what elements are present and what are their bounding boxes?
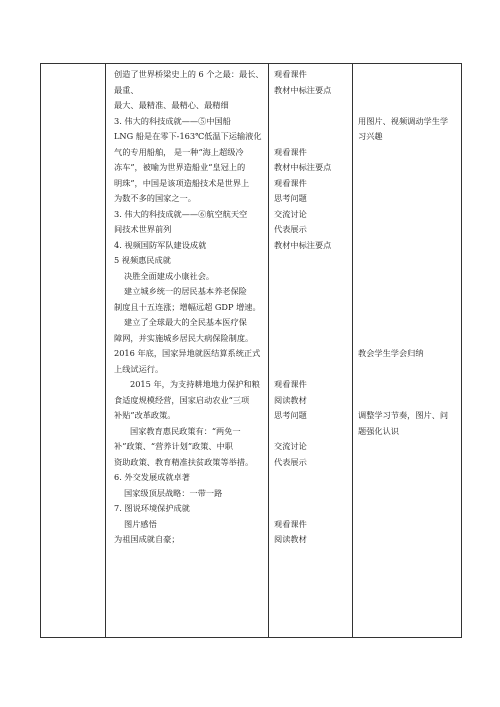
activity-line: 教材中标注要点	[274, 162, 332, 172]
intent-line	[358, 377, 461, 393]
activity-line	[274, 129, 354, 145]
content-line: 明珠”，中国是该项造船技术是世界上	[114, 177, 250, 188]
intent-line	[358, 222, 461, 238]
intent-line	[358, 253, 461, 269]
activity-line: 阅读教材	[274, 394, 307, 405]
activity-line	[274, 486, 354, 502]
content-line: 资助政策、教育精准扶贫政策等举措。	[114, 456, 254, 467]
content-line: 补贴”改革政策。	[114, 410, 176, 420]
content-line: 为数不多的国家之一。	[114, 193, 196, 203]
intent-line	[358, 160, 461, 176]
lesson-plan-table	[40, 63, 462, 638]
content-line: 国家教育惠民政策有：“两免一	[130, 425, 241, 436]
activity-line	[274, 269, 354, 285]
content-line: 创造了世界桥梁史上的 6 个之最：最长、	[114, 69, 264, 79]
content-line: 最大、最精准、最精心、最精细	[114, 100, 229, 110]
design-intent-column	[358, 67, 461, 439]
activity-line: 思考问题	[274, 410, 307, 420]
content-line: 3. 伟大的科技成就——⑤中国船	[114, 115, 231, 126]
activity-line: 观看课件	[274, 146, 307, 157]
content-line: 2016 年底，国家异地就医结算系统正式	[114, 348, 261, 358]
content-line: 食适度规模经营，国家启动农业“三项	[114, 394, 250, 405]
content-line: 4. 视频国防军队建设成就	[114, 239, 207, 250]
content-line: 6. 外交发展成就卓著	[114, 472, 190, 482]
activity-line: 观看课件	[274, 69, 307, 79]
activity-line: 教材中标注要点	[274, 84, 332, 95]
activity-line: 教材中标注要点	[274, 239, 332, 250]
column-divider	[268, 64, 269, 637]
intent-line	[358, 207, 461, 223]
intent-line: 用图片、视频调动学生学	[358, 115, 449, 126]
content-line: 补”政策、“营养计划”政策、中职	[114, 441, 233, 451]
intent-line	[358, 393, 461, 409]
content-line: 3. 伟大的科技成就——⑥航空航天空	[114, 208, 248, 219]
content-line: 图片感悟	[124, 518, 157, 529]
activity-line	[274, 362, 354, 378]
activity-line: 思考问题	[274, 193, 307, 203]
intent-line: 调整学习节奏，图片、问	[358, 410, 449, 420]
intent-line	[358, 67, 461, 83]
intent-line: 习兴趣	[358, 131, 383, 141]
intent-line	[358, 284, 461, 300]
activity-line	[274, 470, 354, 486]
intent-line	[358, 191, 461, 207]
activity-line: 观看课件	[274, 177, 307, 188]
content-line: LNG 船是在零下-163℃低温下运输液化	[114, 131, 262, 141]
intent-line	[358, 331, 461, 347]
teaching-content-column	[114, 67, 264, 548]
activity-line	[274, 501, 354, 517]
intent-line	[358, 300, 461, 316]
content-line: 冻车”，被喻为世界造船业“皇冠上的	[114, 162, 246, 172]
activity-line	[274, 315, 354, 331]
content-line: 最重、	[114, 84, 139, 95]
intent-line	[358, 238, 461, 254]
content-line: 为祖国成就自豪；	[114, 534, 180, 544]
content-line: 决胜全面建成小康社会。	[124, 270, 215, 281]
activity-line: 观看课件	[274, 379, 307, 389]
activity-line	[274, 284, 354, 300]
intent-line: 题强化认识	[358, 425, 399, 436]
activity-line: 代表展示	[274, 456, 307, 467]
activity-line	[274, 114, 354, 130]
content-line: 建立城乡统一的居民基本养老保险	[124, 286, 247, 296]
activity-line: 交流讨论	[274, 441, 307, 451]
intent-line	[358, 176, 461, 192]
content-line: 间技术世界前列	[114, 224, 172, 234]
student-activity-column	[274, 67, 354, 548]
content-line: 5 视频惠民成就	[114, 255, 171, 265]
content-line: 7. 图说环境保护成就	[114, 503, 190, 513]
activity-line: 阅读教材	[274, 534, 307, 544]
activity-line: 代表展示	[274, 224, 307, 234]
content-line: 2015 年，为支持耕地地力保护和粮	[130, 379, 260, 389]
activity-line	[274, 346, 354, 362]
content-line: 制度且十五连涨；增幅远超 GDP 增速。	[114, 301, 261, 312]
activity-line	[274, 300, 354, 316]
content-line: 建立了全球最大的全民基本医疗保	[124, 317, 247, 327]
intent-line	[358, 145, 461, 161]
activity-line	[274, 98, 354, 114]
column-divider	[105, 64, 106, 637]
content-line: 国家级顶层战略：一带一路	[124, 487, 223, 498]
content-line: 上线试运行。	[114, 363, 164, 374]
content-line: 障网，并实施城乡居民大病保险制度。	[114, 332, 254, 343]
activity-line	[274, 331, 354, 347]
intent-line: 教会学生学会归纳	[358, 348, 424, 358]
intent-line	[358, 269, 461, 285]
activity-line: 观看课件	[274, 518, 307, 529]
intent-line	[358, 362, 461, 378]
intent-line	[358, 83, 461, 99]
intent-line	[358, 315, 461, 331]
activity-line: 交流讨论	[274, 208, 307, 219]
activity-line	[274, 424, 354, 440]
activity-line	[274, 253, 354, 269]
content-line: 气的专用船舶， 是一种“海上超级冷	[114, 146, 244, 157]
intent-line	[358, 98, 461, 114]
